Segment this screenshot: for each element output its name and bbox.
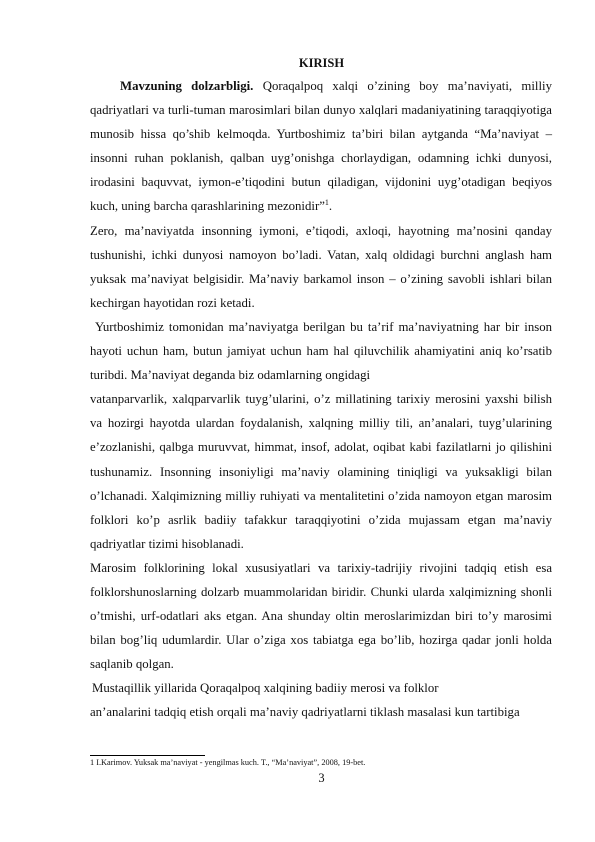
paragraph-4: vatanparvarlik, xalqparvarlik tuyg’ularini, o’z millatining tarixiy merosini yaxshi bilish va hozirgi hayotda ulardan foydalanish, xalqning milliy tili, an’analari, tuyg’ularining e’zozlanishi, qalbga muruvvat, himmat, insof, adolat, oqibat kabi fazilatlarni jo qilishini tushunamiz. Insonning insoniyligi ma’naviy olamining tiniqligi va yuksakligi bilan o’lchanadi. Xalqimizning milliy ruhiyati va mentalitetini o’zida namoyon etgan marosim folklori ko’p asrlik badiiy tafakkur taraqqiyotini o’zida mujassam etgan ma’naviy qadriyatlar tizimi hisoblanadi. xyxy=(90,392,552,551)
relevance-end: . xyxy=(328,199,333,214)
footnote-marker: 1 xyxy=(324,198,329,208)
body-text xyxy=(90,74,552,725)
paragraph-relevance xyxy=(90,74,552,219)
paragraph-5: Marosim folklorining lokal xususiyatlari va tarixiy-tadrijiy rivojini tadqiq etish esa folklorshunoslarning dolzarb muammolaridan biridir. Chunki ularda xalqimizning shonli o’tmishi, urf-odatlari aks etgan. Ana shunday oltin meroslarimizdan biri to’y marosimi bilan bog’liq udumlardir. Ular o’ziga xos tabiatga ega bo’lib, hozirga qadar jonli holda saqlanib qolgan. xyxy=(90,560,552,672)
paragraph-3: Yurtboshimiz tomonidan ma’naviyatga berilgan bu ta’rif ma’naviyatning har bir inson hayoti uchun ham, butun jamiyat uchun ham hal qiluvchilik ahamiyatini aniq ko’rsatib turibdi. Ma’naviyat deganda biz odamlarning ongidagi xyxy=(90,319,552,383)
paragraph-2: Zero, ma’naviyatda insonning iymoni, e’tiqodi, axloqi, hayotning ma’nosini qanday tushunishi, ichki dunyosi namoyon bo’ladi. Vatan, xalq oldidagi burchni anglash ham yuksak ma’naviyat belgisidir. Ma’naviy barkamol inson – o’zining savobli ishlari bilan kechirgan hayotidan rozi ketadi. xyxy=(90,223,552,310)
footnote-separator xyxy=(90,755,205,756)
relevance-text: Qoraqalpoq xalqi o’zining boy ma’naviyati, milliy qadriyatlari va turli-tuman marosimlari bilan dunyo xalqlari madaniyatining taraqqiyotiga munosib hissa qo’shib kelmoqda. Yurtboshimiz ta’biri bilan aytganda “Ma’naviyat – insonni ruhan poklanish, qalban uyg’onishga chorlaydigan, odamning ichki dunyosi, irodasini baquvvat, iymon-e’tiqodini butun qiladigan, vijdonini uyg’otadigan beqiyos kuch, uning barcha qarashlarining mezonidir” xyxy=(90,79,552,214)
paragraph-7: an’analarini tadqiq etish orqali ma’naviy qadriyatlarni tiklash masalasi kun tartibiga xyxy=(90,705,520,720)
paragraph-6: Mustaqillik yillarida Qoraqalpoq xalqining badiiy merosi va folklor xyxy=(92,681,439,696)
section-title: KIRISH xyxy=(298,56,345,70)
footnote: 1 I.Karimov. Yuksak ma’naviyat - yengilmas kuch. T., “Ma’naviyat”, 2008, 19-bet. xyxy=(90,758,366,767)
page-number: 3 xyxy=(318,771,325,785)
relevance-heading: Mavzuning dolzarbligi. xyxy=(120,79,254,93)
